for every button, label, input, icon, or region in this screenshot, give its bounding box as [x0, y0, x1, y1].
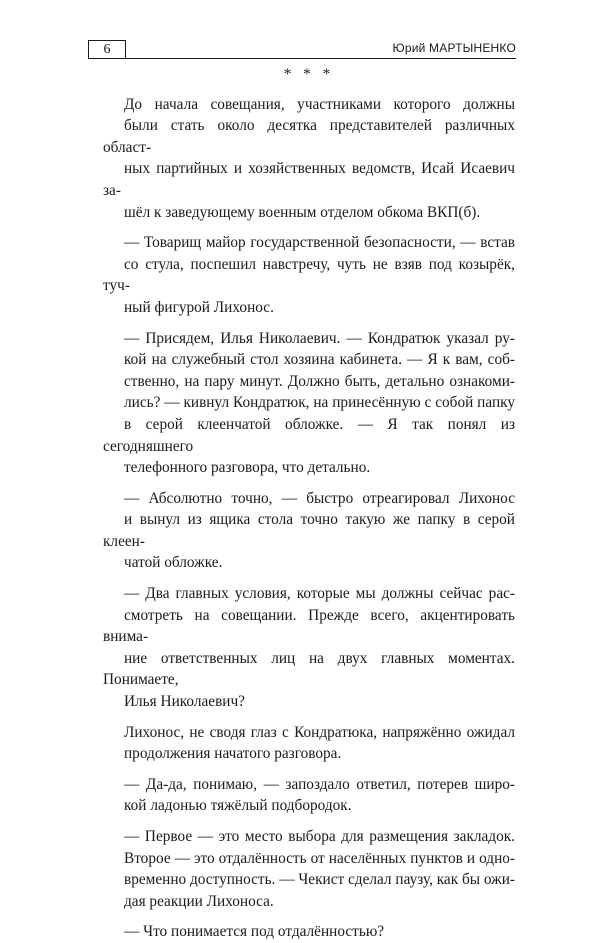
text-line: ных партийных и хозяйственных ведомств, Исай Исаевич за- [103, 160, 515, 199]
text-line: ный фигурой Лихонос. [124, 298, 274, 316]
page-number: 6 [88, 40, 126, 59]
section-separator: * * * [283, 66, 335, 83]
paragraph [103, 921, 515, 943]
header-rule [88, 58, 516, 59]
text-line: — Два главных условия, которые мы должны сейчас рас- [124, 585, 515, 603]
text-line: и вынул из ящика стола точно такую же папку в серой клеен- [103, 511, 515, 550]
paragraph [103, 328, 515, 479]
text-line: До начала совещания, участниками которого должны [124, 95, 515, 113]
text-line: — Абсолютно точно, — быстро отреагировал Лихонос [124, 489, 515, 507]
text-line: временно доступность. — Чекист сделал паузу, как бы ожи- [124, 871, 515, 889]
text-line: со стула, поспешил навстречу, чуть не взяв под козырёк, туч- [103, 255, 515, 295]
paragraph [103, 774, 515, 817]
paragraph [103, 722, 515, 765]
text-line: Илья Николаевич? [124, 693, 245, 711]
running-head-author: Юрий МАРТЫНЕНКО [392, 41, 516, 55]
paragraph [103, 488, 515, 574]
paragraph [103, 94, 515, 224]
text-line: в серой клеенчатой обложке. — Я так понял из сегодняшнего [103, 415, 515, 455]
text-line: ственно, на пару минут. Должно быть, детально ознакоми- [124, 372, 515, 390]
text-line: кой на служебный стол хозяина кабинета. — Я к вам, соб- [124, 351, 515, 369]
paragraph [103, 826, 515, 912]
text-line: шёл к заведующему военным отделом обкома ВКП(б). [124, 203, 481, 221]
text-line: были стать около десятка представителей различных област- [103, 117, 515, 156]
text-line: — Товарищ майор государственной безопасности, — встав [124, 234, 515, 252]
text-line: телефонного разговора, что детально. [124, 459, 371, 477]
text-line: — Да-да, понимаю, — запоздало ответил, потерев широ- [124, 775, 515, 793]
text-line: дая реакции Лихоноса. [124, 892, 274, 910]
text-line: Лихонос, не сводя глаз с Кондратюка, напряжённо ожидал [124, 723, 515, 741]
text-line: лись? — кивнул Кондратюк, на принесённую с собой папку [124, 394, 515, 412]
text-line: — Первое — это место выбора для размещения закладок. [124, 828, 515, 845]
text-line: — Что понимается под отдалённостью? [124, 923, 385, 941]
body-text [103, 64, 515, 943]
text-line: Второе — это отдалённость от населённых пунктов и одно- [124, 849, 515, 867]
paragraph [103, 232, 515, 318]
text-line: кой ладонью тяжёлый подбородок. [124, 797, 352, 815]
paragraph [103, 583, 515, 713]
text-line: продолжения начатого разговора. [124, 745, 342, 763]
text-line: смотреть на совещании. Прежде всего, акцентировать внима- [103, 606, 515, 646]
text-line: ние ответственных лиц на двух главных моментах. Понимаете, [103, 649, 515, 689]
text-line: — Присядем, Илья Николаевич. — Кондратюк указал ру- [124, 329, 515, 347]
page-header [88, 38, 516, 60]
text-line: чатой обложке. [124, 554, 223, 572]
